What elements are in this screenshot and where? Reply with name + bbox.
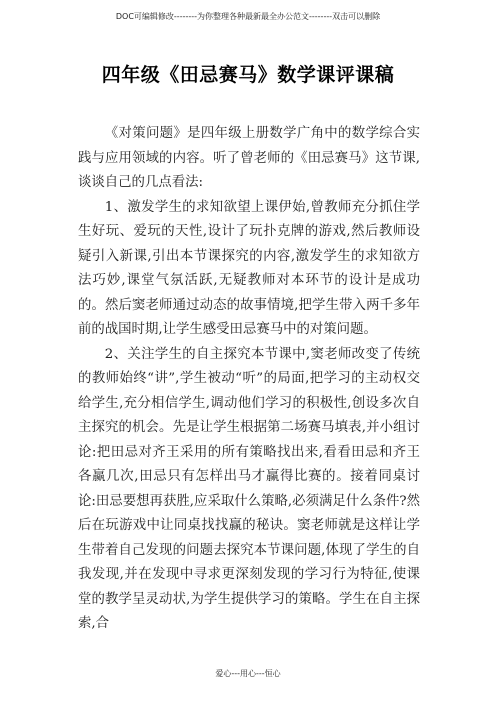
paragraph-point-1: 1、激发学生的求知欲望上课伊始,曾教师充分抓住学生好玩、爱玩的天性,设计了玩扑克牌的游戏,然后教师设疑引入新课,引出本节课探究的内容,激发学生的求知欲方法巧妙,课堂气氛活跃,无疑教师对本环节的设计是成功的。然后窦老师通过动态的故事情境,把学生带入两千多年前的战国时期,让学生感受田忌赛马中的对策问题。 [78,199,420,337]
document-body [78,122,420,637]
paragraph-point-2: 2、关注学生的自主探究本节课中,窦老师改变了传统的教师始终“讲”,学生被动“听”的局面,把学习的主动权交给学生,充分相信学生,调动他们学习的积极性,创设多次自主探究的机会。先是让学生根据第二场赛马填表,并小组讨论:把田忌对齐王采用的所有策略找出来,看看田忌和齐王各赢几次,田忌只有怎样出马才赢得比赛的。接着同桌讨论:田忌要想再获胜,应采取什么策略,必须满足什么条件?然后在玩游戏中让同桌找找赢的秘诀。窦老师就是这样让学生带着自己发现的问题去探究本节课问题,体现了学生的自我发现,并在发现中寻求更深刻发现的学习行为特征,使课堂的教学呈灵动状,为学生提供学习的策略。学生在自主探索,合 [78,346,420,631]
header-note: DOC可编辑修改--------为你整理各种最新最全办公范文--------双击可以删除 [115,12,381,21]
document-title: 四年级《田忌赛马》数学课评课稿 [101,64,395,86]
paragraph-intro: 《对策问题》是四年级上册数学广角中的数学综合实践与应用领域的内容。听了曾老师的《田忌赛马》这节课,谈谈自己的几点看法: [78,126,420,190]
footer-note: 爱心---用心---恒心 [215,669,281,678]
